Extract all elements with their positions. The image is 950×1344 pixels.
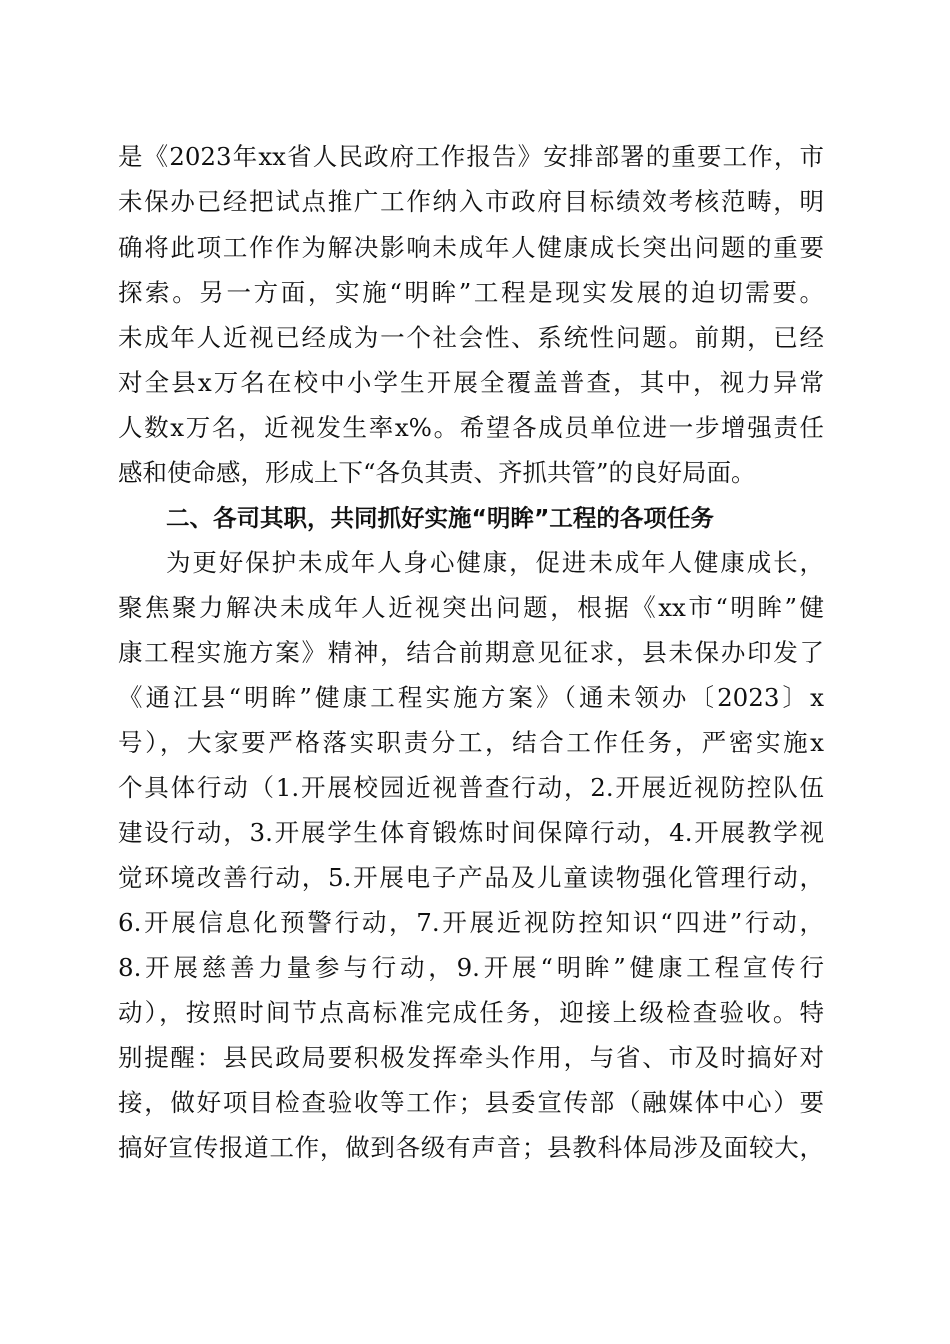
paragraph-2-line-10: 8.开展慈善力量参与行动，9.开展“明眸”健康工程宣传行 xyxy=(118,953,824,982)
paragraph-1-line-7: 人数x万名，近视发生率x%。希望各成员单位进一步增强责任 xyxy=(118,413,824,442)
paragraph-2-line-8: 觉环境改善行动，5.开展电子产品及儿童读物强化管理行动， xyxy=(118,863,824,892)
paragraph-2-line-6: 个具体行动（1.开展校园近视普查行动，2.开展近视防控队伍 xyxy=(118,773,824,802)
paragraph-1-line-8: 感和使命感，形成上下“各负其责、齐抓共管”的良好局面。 xyxy=(118,458,756,487)
paragraph-2-line-12: 别提醒：县民政局要积极发挥牵头作用，与省、市及时搞好对 xyxy=(118,1043,824,1072)
paragraph-1-line-2: 未保办已经把试点推广工作纳入市政府目标绩效考核范畴，明 xyxy=(118,187,824,216)
paragraph-2-line-1: 为更好保护未成年人身心健康，促进未成年人健康成长， xyxy=(166,548,824,577)
paragraph-2-line-4: 《通江县“明眸”健康工程实施方案》（通未领办〔2023〕x xyxy=(118,683,824,712)
paragraph-2-line-14: 搞好宣传报道工作，做到各级有声音；县教科体局涉及面较大， xyxy=(118,1133,824,1162)
paragraph-1-line-3: 确将此项工作作为解决影响未成年人健康成长突出问题的重要 xyxy=(118,233,824,262)
paragraph-2-line-3: 康工程实施方案》精神，结合前期意见征求，县未保办印发了 xyxy=(118,638,824,667)
paragraph-2-line-5: 号），大家要严格落实职责分工，结合工作任务，严密实施x xyxy=(118,728,824,757)
paragraph-1-line-1: 是《2023年xx省人民政府工作报告》安排部署的重要工作，市 xyxy=(118,142,824,171)
paragraph-2-line-2: 聚焦聚力解决未成年人近视突出问题，根据《xx市“明眸”健 xyxy=(118,593,824,622)
paragraph-2-line-9: 6.开展信息化预警行动，7.开展近视防控知识“四进”行动， xyxy=(118,908,824,937)
paragraph-1-line-5: 未成年人近视已经成为一个社会性、系统性问题。前期，已经 xyxy=(118,323,824,352)
section-heading: 二、各司其职，共同抓好实施“明眸”工程的各项任务 xyxy=(166,504,714,532)
paragraph-1-line-6: 对全县x万名在校中小学生开展全覆盖普查，其中，视力异常 xyxy=(118,368,824,397)
paragraph-2-line-7: 建设行动，3.开展学生体育锻炼时间保障行动，4.开展教学视 xyxy=(118,818,824,847)
paragraph-2-line-11: 动），按照时间节点高标准完成任务，迎接上级检查验收。特 xyxy=(118,998,824,1027)
paragraph-2-line-13: 接，做好项目检查验收等工作；县委宣传部（融媒体中心）要 xyxy=(118,1088,824,1117)
paragraph-1-line-4: 探索。另一方面，实施“明眸”工程是现实发展的迫切需要。 xyxy=(118,278,824,307)
